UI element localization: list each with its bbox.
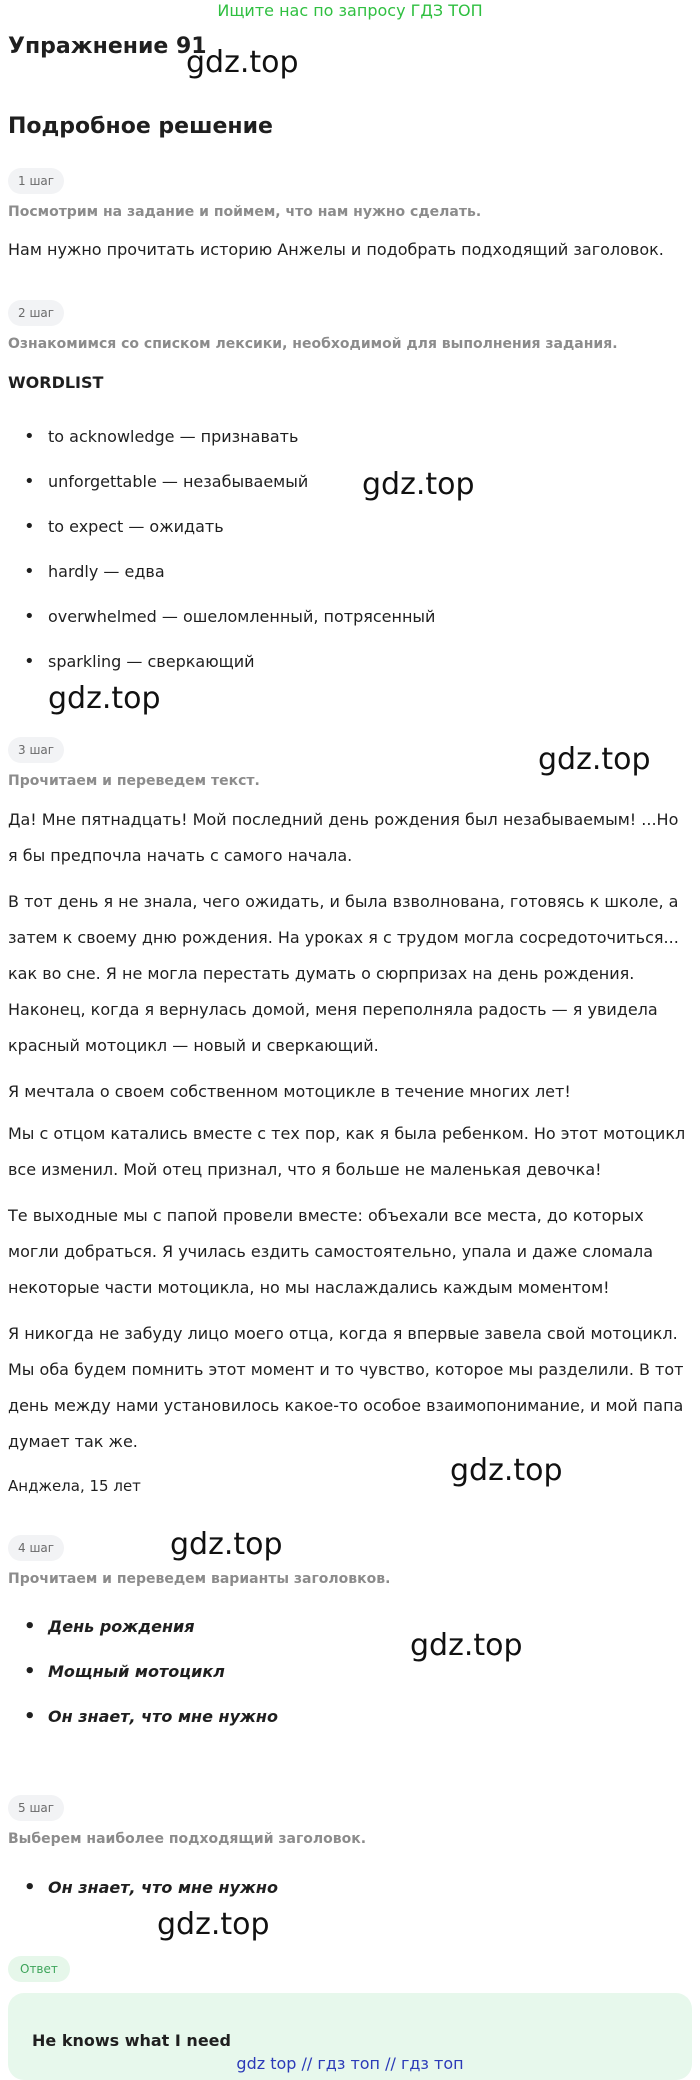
- list-item: • Он знает, что мне нужно: [24, 1705, 278, 1750]
- step-desc-3: Прочитаем и переведем текст.: [8, 773, 260, 789]
- step-badge-4: 4 шаг: [8, 1535, 64, 1561]
- watermark: gdz.top: [362, 467, 475, 502]
- wordlist-label: WORDLIST: [8, 373, 104, 392]
- list-item: • Он знает, что мне нужно: [24, 1876, 278, 1921]
- watermark: gdz.top: [538, 742, 651, 777]
- watermark: gdz.top: [410, 1628, 523, 1663]
- story-paragraph: Да! Мне пятнадцать! Мой последний день рождения был незабываемым! ...Но я бы предпочла начать с самого начала.: [8, 810, 679, 865]
- watermark: gdz.top: [186, 45, 299, 80]
- watermark: gdz.top: [48, 681, 161, 716]
- headings-list: [24, 1615, 278, 1750]
- story-paragraph: Я никогда не забуду лицо моего отца, когда я впервые завела свой мотоцикл. Мы оба будем помнить этот момент и то чувство, которое мы разделили. В тот день между нами установилось какое-то особое взаимопонимание, и мой папа думает так же.: [8, 1324, 684, 1451]
- page-title: Упражнение 91: [8, 34, 207, 59]
- step-badge-2: 2 шаг: [8, 300, 64, 326]
- story-signature: Анджела, 15 лет: [8, 1477, 141, 1495]
- watermark: gdz.top: [170, 1527, 283, 1562]
- step-desc-1: Посмотрим на задание и поймем, что нам нужно сделать.: [8, 204, 482, 220]
- top-banner[interactable]: Ищите нас по запросу ГДЗ ТОП: [217, 1, 483, 20]
- step-desc-5: Выберем наиболее подходящий заголовок.: [8, 1831, 367, 1847]
- list-item: • День рождения: [24, 1615, 278, 1660]
- list-item: • overwhelmed — ошеломленный, потрясенный: [24, 605, 435, 650]
- list-item: • to acknowledge — признавать: [24, 425, 435, 470]
- list-item: • sparkling — сверкающий: [24, 650, 435, 695]
- list-item: • hardly — едва: [24, 560, 435, 605]
- story-paragraph: Те выходные мы с папой провели вместе: объехали все места, до которых могли добраться. Я училась ездить самостоятельно, упала и даже сломала некоторые части мотоцикла, но мы наслаждались каждым моментом!: [8, 1206, 654, 1297]
- step-badge-5: 5 шаг: [8, 1795, 64, 1821]
- footer-links[interactable]: gdz top // гдз топ // гдз топ: [236, 2054, 464, 2073]
- answer-text: He knows what I need: [32, 2031, 231, 2050]
- step-badge-1: 1 шаг: [8, 168, 64, 194]
- list-item: • Мощный мотоцикл: [24, 1660, 278, 1705]
- list-item: • unforgettable — незабываемый: [24, 470, 435, 515]
- answer-badge: Ответ: [8, 1956, 70, 1982]
- story-paragraph: В тот день я не знала, чего ожидать, и была взволнована, готовясь к школе, а затем к своему дню рождения. На уроках я с трудом могла сосредоточиться... как во сне. Я не могла перестать думать о сюрпризах на день рождения. Наконец, когда я вернулась домой, меня переполняла радость — я увидела красный мотоцикл — новый и сверкающий.: [8, 892, 679, 1055]
- step-badge-3: 3 шаг: [8, 737, 64, 763]
- list-item: • to expect — ожидать: [24, 515, 435, 560]
- wordlist: [24, 425, 435, 695]
- step-desc-4: Прочитаем и переведем варианты заголовков.: [8, 1571, 391, 1587]
- step-desc-2: Ознакомимся со списком лексики, необходимой для выполнения задания.: [8, 336, 618, 352]
- story-paragraph: Мы с отцом катались вместе с тех пор, как я была ребенком. Но этот мотоцикл все изменил. Мой отец признал, что я больше не маленькая девочка!: [8, 1124, 686, 1179]
- story-paragraph: Я мечтала о своем собственном мотоцикле в течение многих лет!: [8, 1082, 571, 1101]
- watermark: gdz.top: [157, 1907, 270, 1942]
- step1-text: Нам нужно прочитать историю Анжелы и подобрать подходящий заголовок.: [8, 240, 664, 259]
- section-title: Подробное решение: [8, 114, 273, 139]
- watermark: gdz.top: [450, 1453, 563, 1488]
